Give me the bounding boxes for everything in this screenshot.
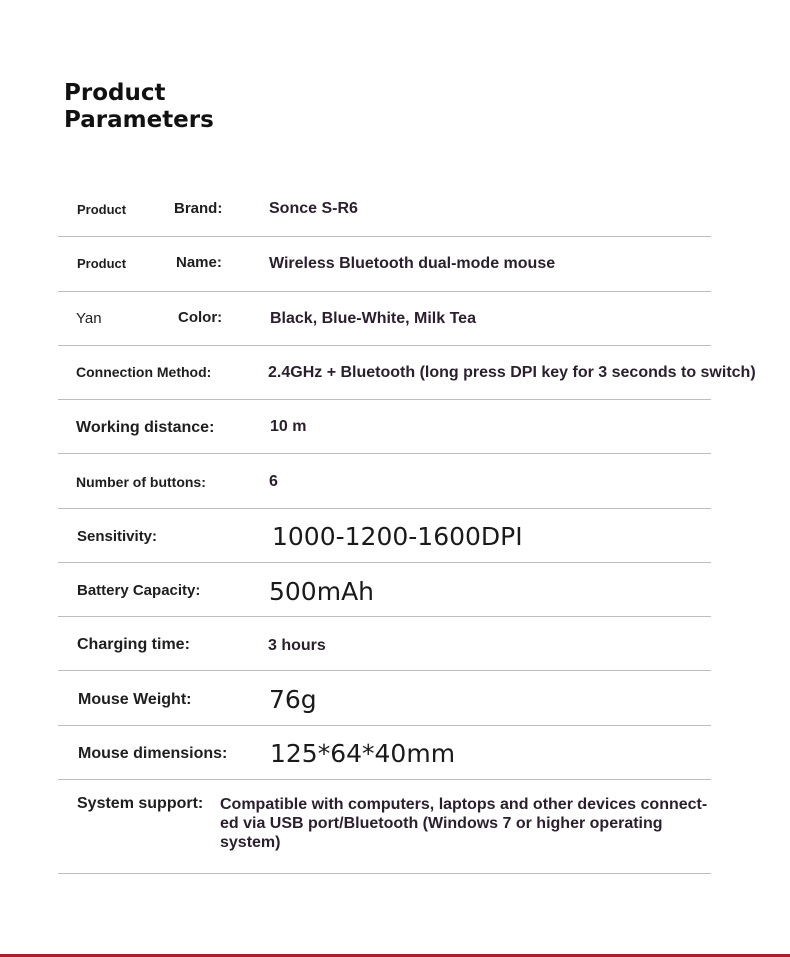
- title-line-1: Product: [64, 80, 166, 106]
- row-divider: [58, 508, 711, 509]
- system-label: System support:: [77, 795, 204, 812]
- connection-value: 2.4GHz + Bluetooth (long press DPI key for 3 seconds to switch): [268, 364, 756, 381]
- row-divider: [58, 562, 711, 563]
- row-divider: [58, 670, 711, 671]
- system-value: Compatible with computers, laptops and other devices connect-ed via USB port/Bluetooth (Windows 7 or higher operating system): [220, 796, 708, 851]
- sensitivity-label: Sensitivity:: [77, 528, 158, 545]
- brand-label: Brand:: [174, 200, 223, 217]
- row-divider: [58, 779, 711, 780]
- distance-value: 10 m: [270, 418, 307, 435]
- name-prefix: Product: [77, 256, 127, 271]
- dimensions-label: Mouse dimensions:: [78, 745, 228, 762]
- name-value: Wireless Bluetooth dual-mode mouse: [269, 255, 556, 272]
- color-value: Black, Blue-White, Milk Tea: [270, 310, 476, 327]
- name-label: Name:: [176, 254, 222, 271]
- sensitivity-value: 1000-1200-1600DPI: [272, 522, 523, 551]
- buttons-label: Number of buttons:: [76, 474, 206, 490]
- brand-prefix: Product: [77, 202, 127, 217]
- title-line-2: Parameters: [64, 107, 214, 133]
- page-title: [64, 80, 214, 134]
- row-divider: [58, 345, 711, 346]
- connection-label: Connection Method:: [76, 364, 212, 380]
- row-divider: [58, 453, 711, 454]
- row-divider: [58, 399, 711, 400]
- weight-label: Mouse Weight:: [78, 691, 192, 708]
- row-divider: [58, 236, 711, 237]
- battery-value: 500mAh: [269, 577, 375, 606]
- dimensions-value: 125*64*40mm: [270, 739, 456, 768]
- charging-label: Charging time:: [77, 636, 190, 653]
- color-prefix: Yan: [76, 310, 102, 327]
- distance-label: Working distance:: [76, 419, 215, 436]
- row-divider: [58, 725, 711, 726]
- weight-value: 76g: [269, 685, 317, 714]
- battery-label: Battery Capacity:: [77, 582, 201, 599]
- color-label: Color:: [178, 309, 223, 326]
- row-divider: [58, 616, 711, 617]
- charging-value: 3 hours: [268, 637, 326, 654]
- brand-value: Sonce S-R6: [269, 200, 358, 217]
- row-divider: [58, 291, 711, 292]
- row-divider: [58, 873, 711, 874]
- buttons-value: 6: [269, 473, 278, 490]
